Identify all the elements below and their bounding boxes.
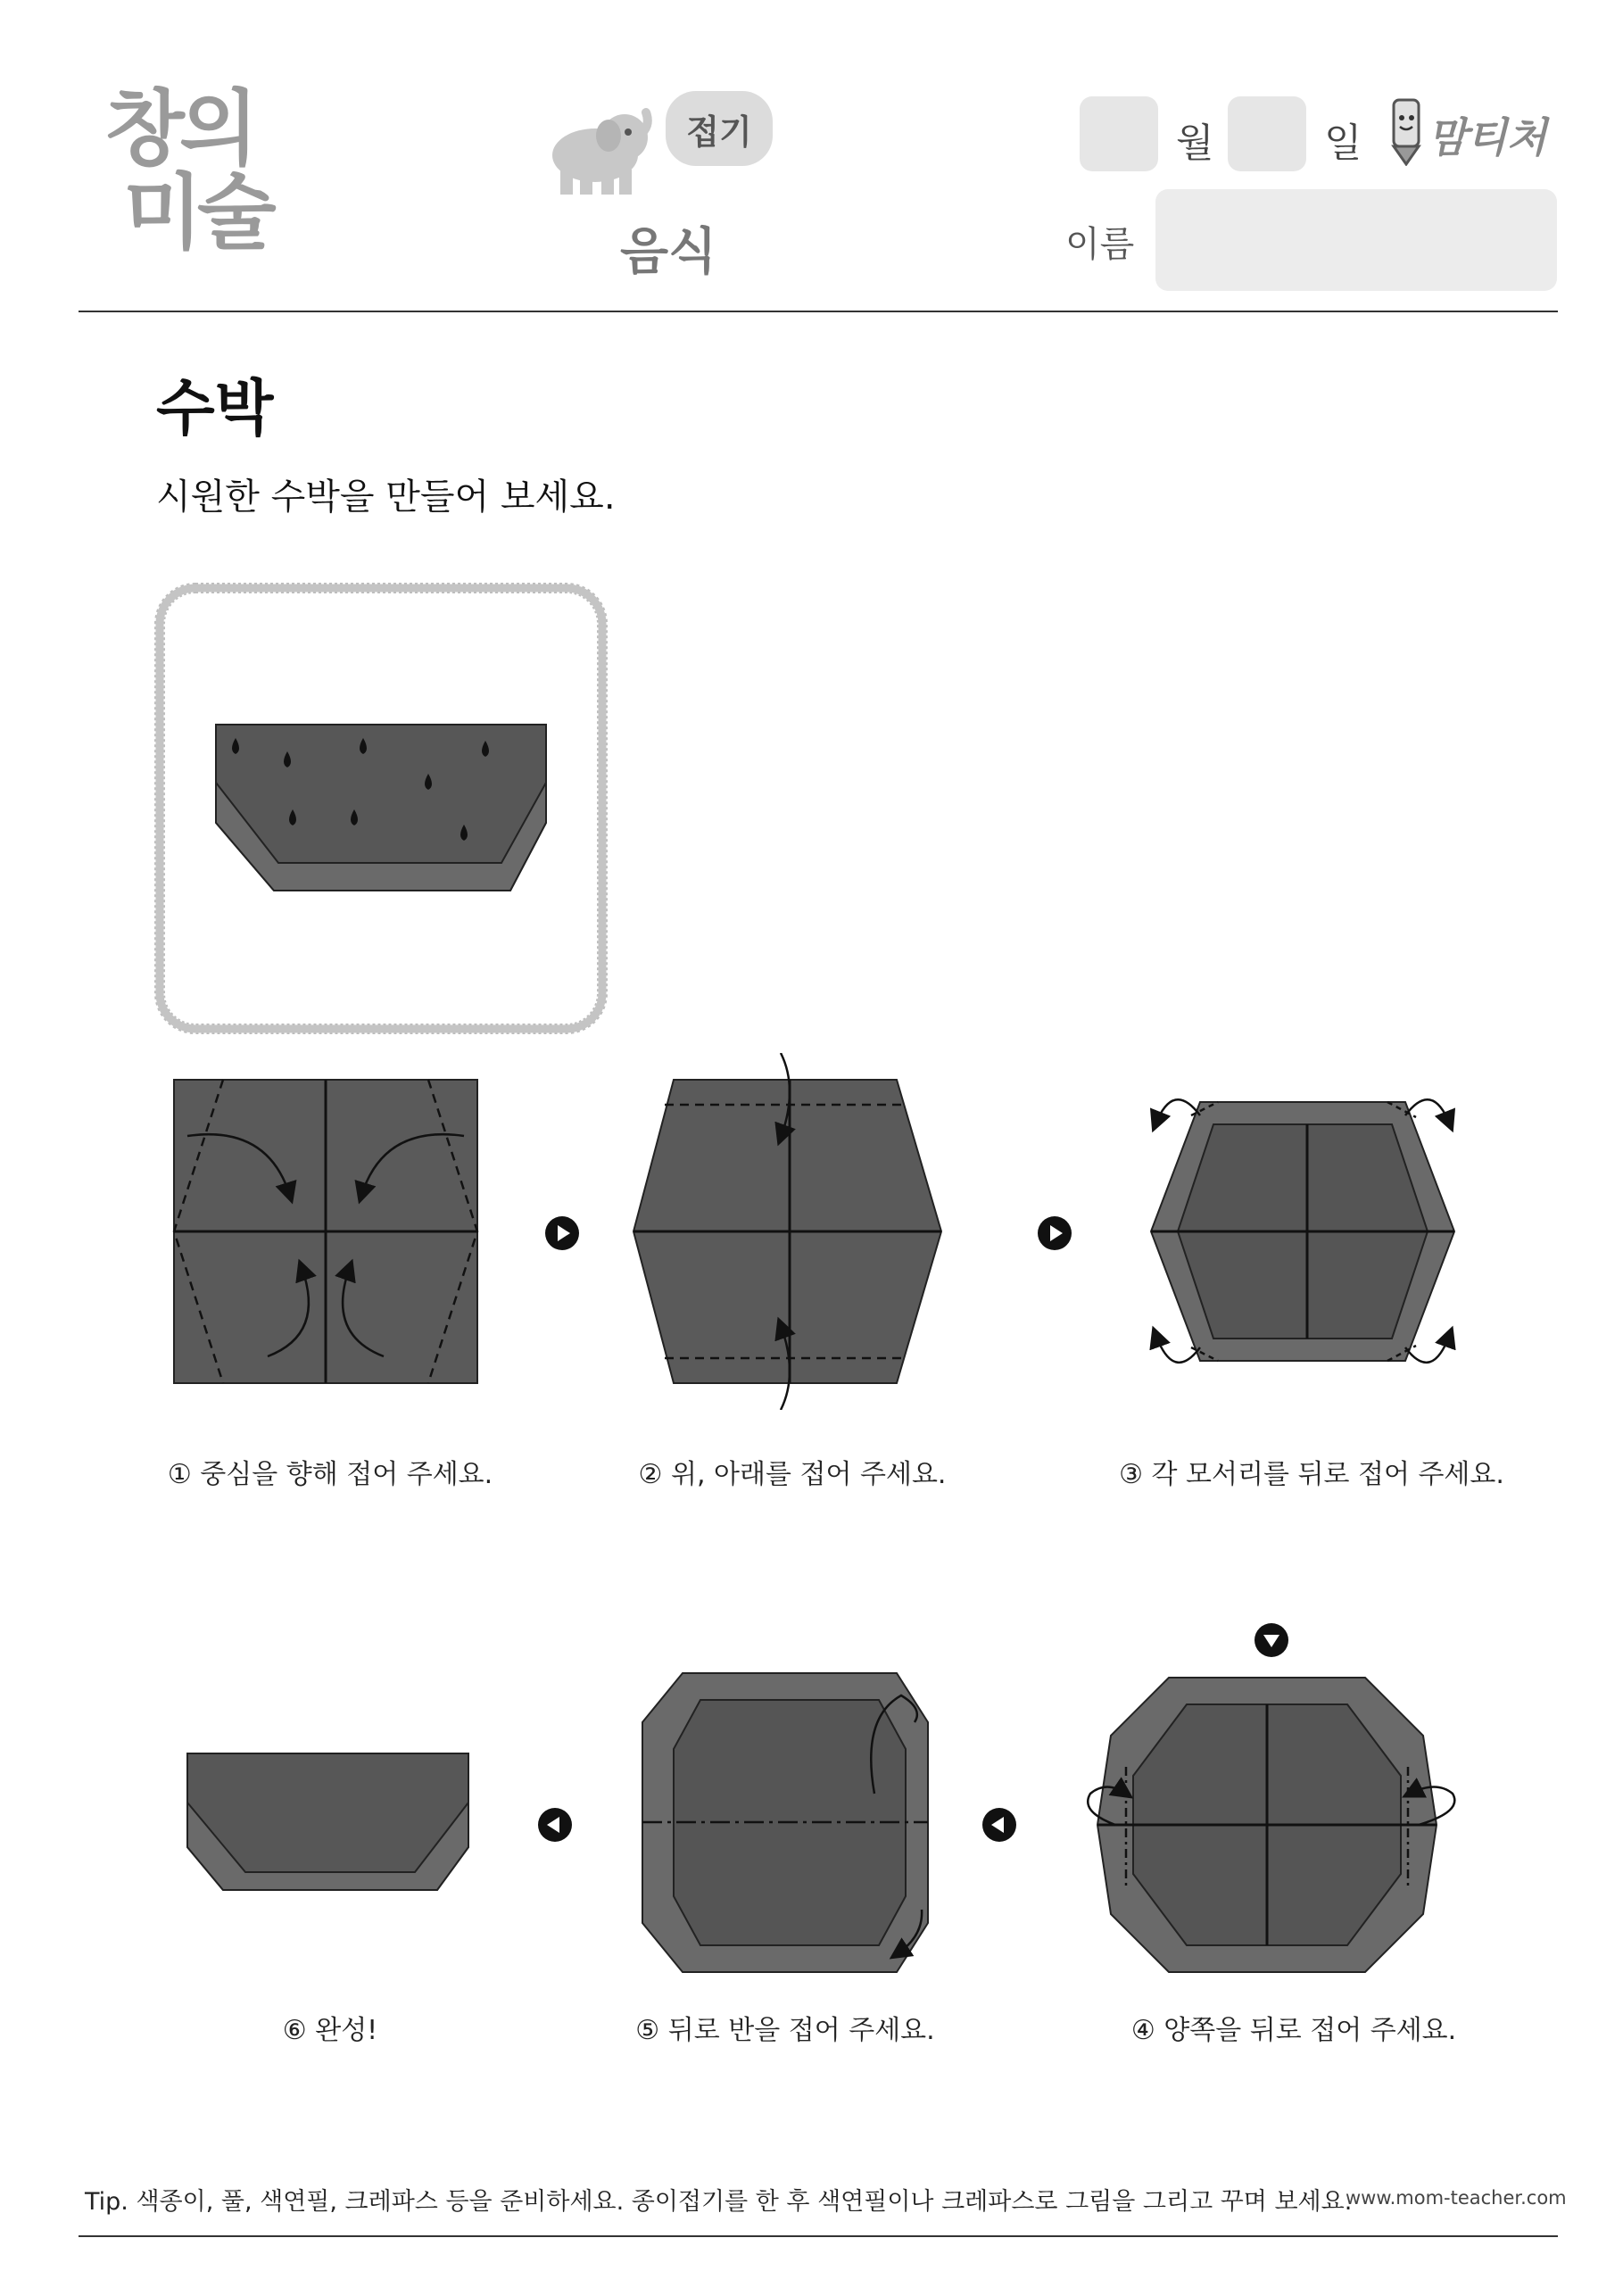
step-2-caption: ② 위, 아래를 접어 주세요.: [638, 1459, 947, 1490]
next-arrow-icon: [1037, 1215, 1072, 1251]
page-title: 수박: [156, 374, 274, 444]
topic-bubble: [666, 91, 773, 166]
logo: [105, 81, 271, 261]
footer-tip: Tip. 색종이, 풀, 색연필, 크레파스 등을 준비하세요. 종이접기를 한 후 색연필이나 크레파스로 그림을 그리고 꾸며 보세요.: [85, 2188, 1353, 2216]
footer-url[interactable]: www.mom-teacher.com: [1346, 2187, 1567, 2209]
step-3-diagram: [1138, 1080, 1477, 1383]
step-6-caption: ⑥ 완성!: [282, 2015, 378, 2046]
name-label: 이름: [1065, 224, 1135, 265]
day-input[interactable]: [1228, 96, 1306, 171]
step-5-diagram: [638, 1669, 941, 1977]
footer-divider: [79, 2235, 1558, 2237]
page-subtitle: 시원한 수박을 만들어 보세요.: [156, 477, 616, 518]
category-label: 음식: [620, 223, 717, 281]
name-field[interactable]: [1155, 189, 1557, 291]
month-input[interactable]: [1080, 96, 1158, 171]
step-3-caption: ③ 각 모서리를 뒤로 접어 주세요.: [1119, 1459, 1504, 1490]
brand-logo: 맘티처: [1428, 113, 1547, 162]
step-5-caption: ⑤ 뒤로 반을 접어 주세요.: [635, 2015, 935, 2046]
topic-label: 접기: [686, 112, 752, 152]
day-label: 일: [1324, 120, 1362, 166]
step-4-caption: ④ 양쪽을 뒤로 접어 주세요.: [1130, 2015, 1457, 2046]
header-divider: [79, 311, 1558, 312]
step-1-caption: ① 중심을 향해 접어 주세요.: [167, 1459, 493, 1490]
logo-line2: 미술: [123, 165, 271, 261]
step-1-diagram: [170, 1075, 482, 1388]
prev-arrow-icon: [537, 1807, 573, 1843]
logo-line1: 창의: [105, 81, 253, 177]
finished-watermelon-frame: [153, 582, 609, 1035]
down-arrow-icon: [1254, 1622, 1289, 1658]
watermelon-illustration: [216, 725, 546, 891]
next-arrow-icon: [544, 1215, 580, 1251]
prev-arrow-icon: [981, 1807, 1017, 1843]
month-label: 월: [1176, 120, 1214, 166]
elephant-icon: [546, 100, 653, 198]
step-4-diagram: [1071, 1669, 1481, 1981]
step-6-diagram: [183, 1749, 477, 1896]
step-2-diagram: [629, 1053, 950, 1410]
pencil-mascot-icon: [1385, 95, 1428, 166]
